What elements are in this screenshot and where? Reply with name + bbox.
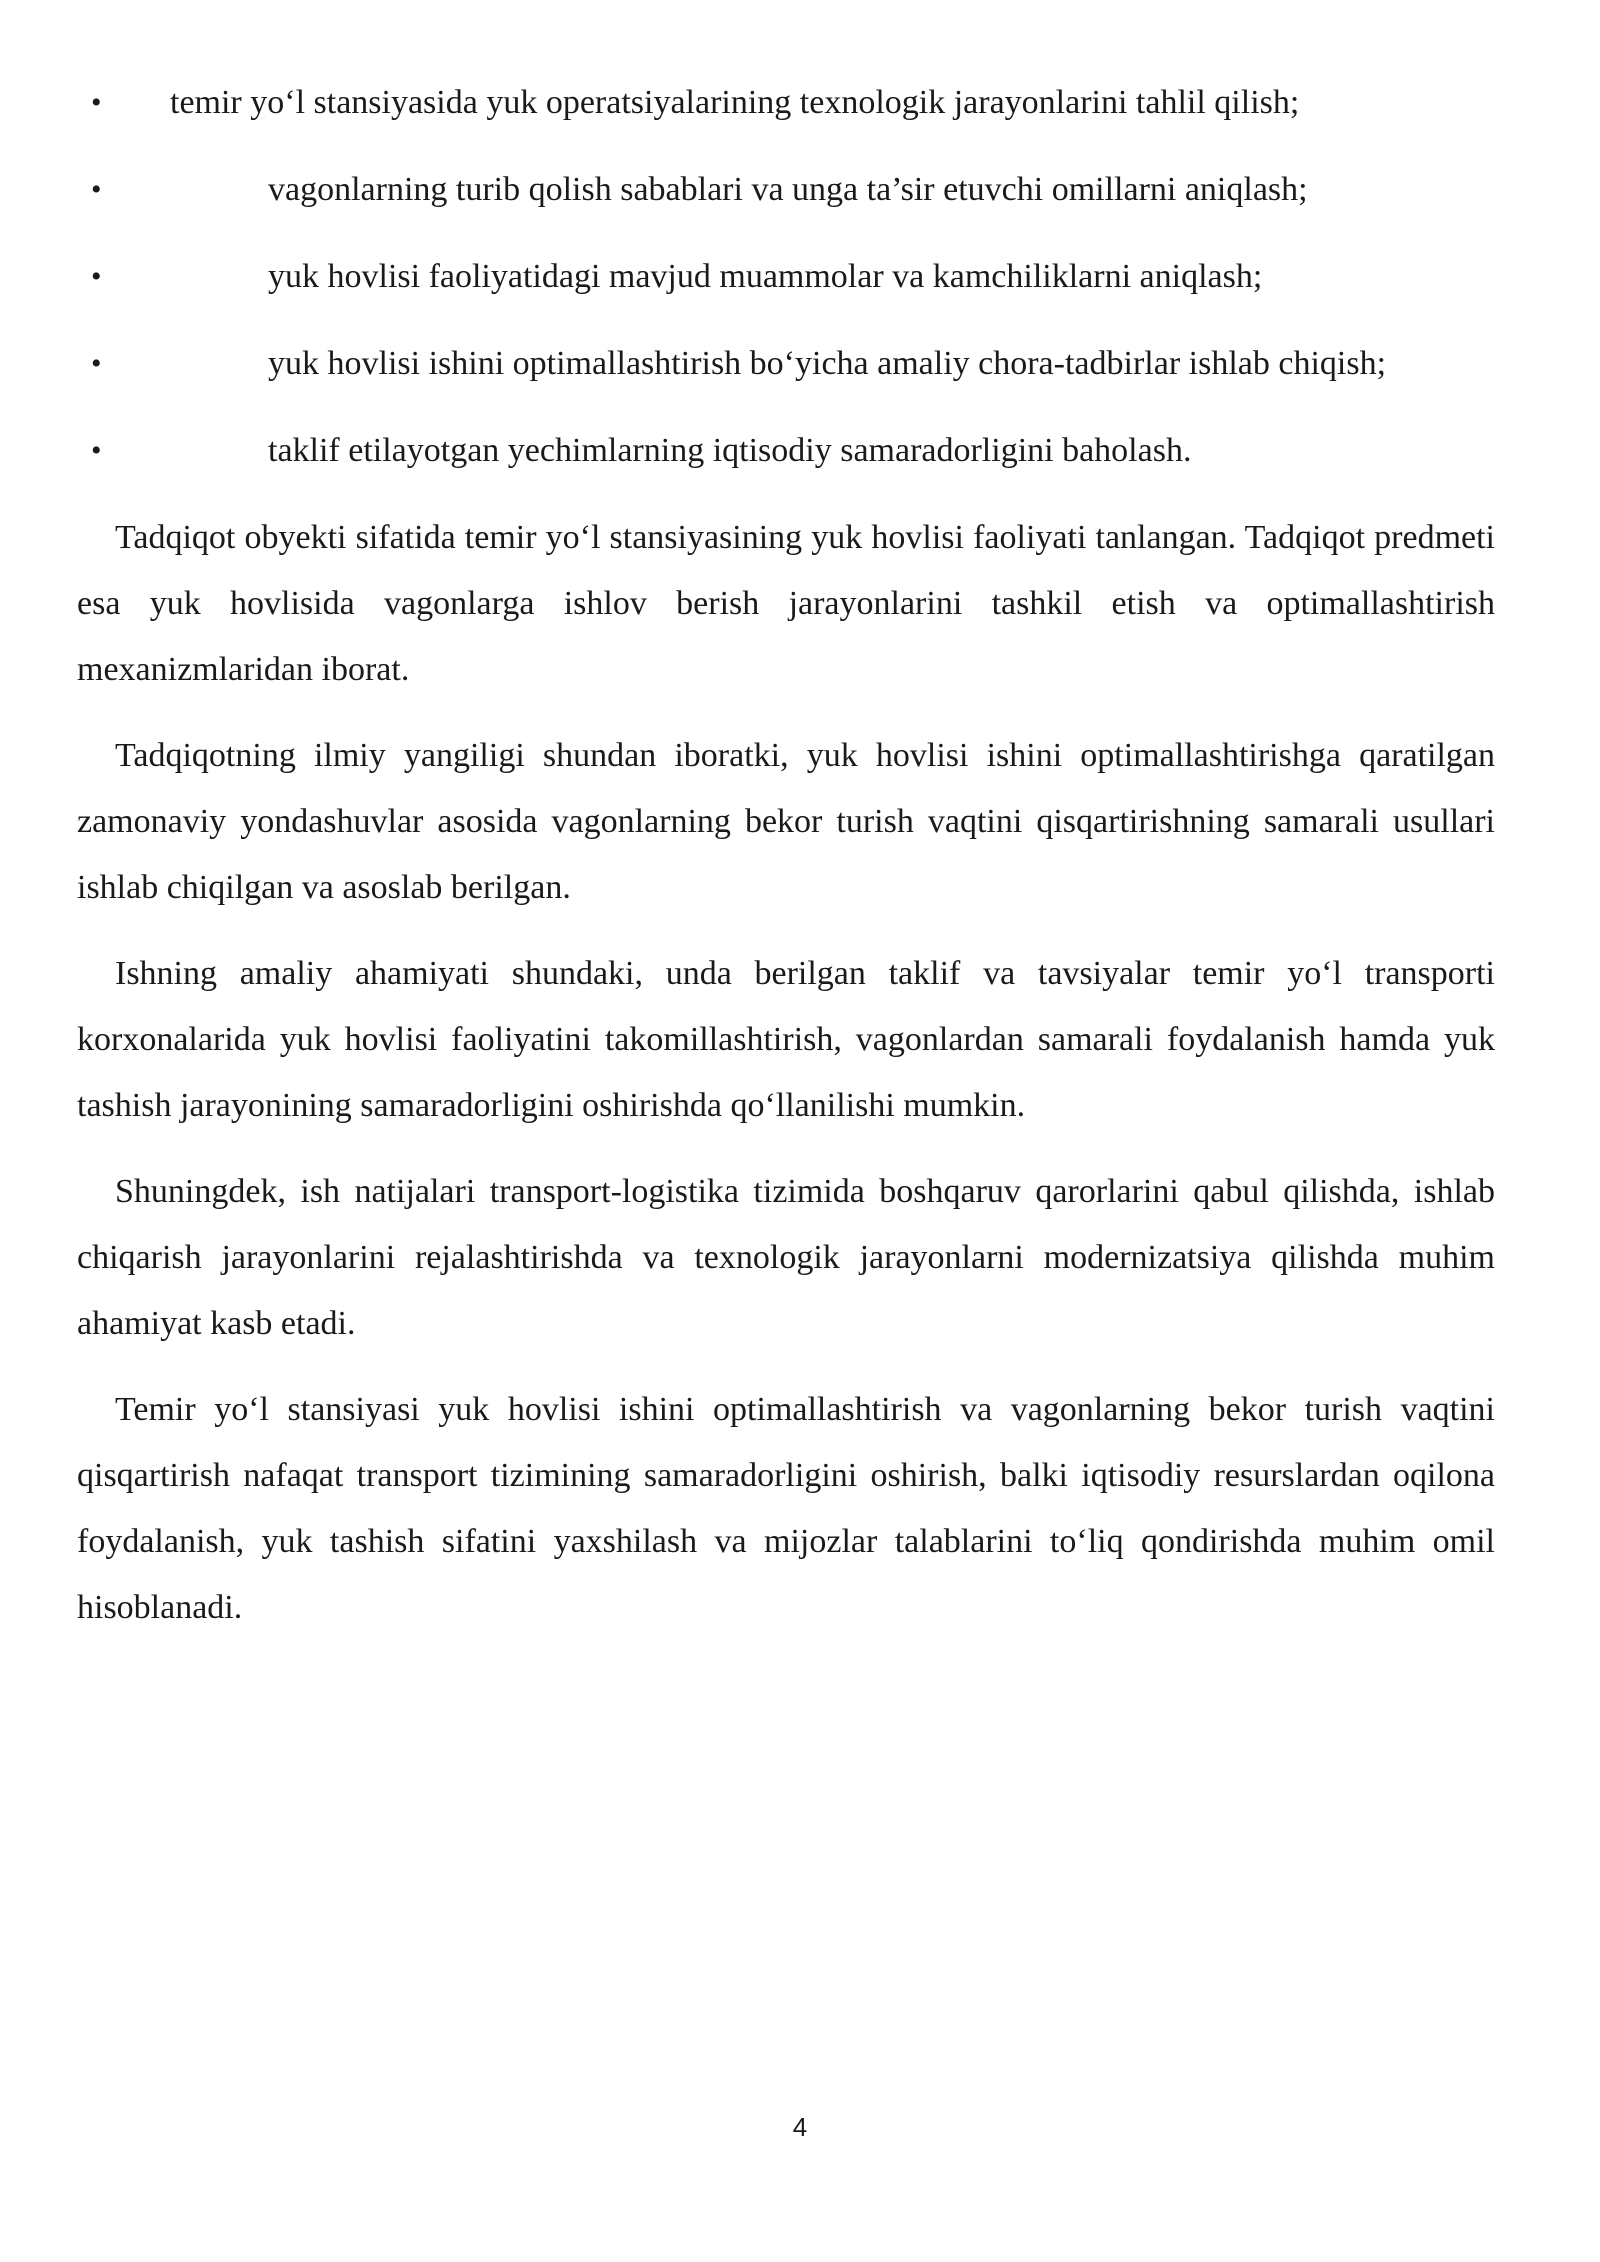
list-item bbox=[0, 418, 1495, 484]
list-item bbox=[0, 331, 1495, 397]
page-number: 4 bbox=[792, 2112, 808, 2142]
list-item-text: vagonlarning turib qolish sabablari va unga ta’sir etuvchi omillarni aniqlash; bbox=[268, 171, 1308, 208]
paragraph-conclusion: Temir yo‘l stansiyasi yuk hovlisi ishini optimallashtirish va vagonlarning bekor turish vaqtini qisqartirish nafaqat transport tizimining samaradorligini oshirish, balki iqtisodiy resurslardan oqilona foydalanish, yuk tashish sifatini yaxshilash va mijozlar talablarini to‘liq qondirishda muhim omil hisoblanadi. bbox=[77, 1391, 1495, 1626]
list-item bbox=[0, 244, 1495, 310]
list-item bbox=[0, 70, 1495, 136]
paragraph-results-application: Shuningdek, ish natijalari transport-logistika tizimida boshqaruv qarorlarini qabul qilishda, ishlab chiqarish jarayonlarini rejalashtirishda va texnologik jarayonlarni modernizatsiya qilishda muhim ahamiyat kasb etadi. bbox=[77, 1173, 1495, 1342]
list-item-text: yuk hovlisi ishini optimallashtirish bo‘yicha amaliy chora-tadbirlar ishlab chiqish; bbox=[268, 345, 1387, 382]
bullet-icon: • bbox=[91, 173, 102, 206]
list-item-text: yuk hovlisi faoliyatidagi mavjud muammolar va kamchiliklarni aniqlash; bbox=[268, 258, 1263, 295]
paragraph-research-object: Tadqiqot obyekti sifatida temir yo‘l stansiyasining yuk hovlisi faoliyati tanlangan. Tadqiqot predmeti esa yuk hovlisida vagonlarga ishlov berish jarayonlarini tashkil etish va optimallashtirish mexanizmlaridan iborat. bbox=[77, 519, 1495, 688]
bullet-icon: • bbox=[91, 434, 102, 467]
list-item-text: taklif etilayotgan yechimlarning iqtisodiy samaradorligini baholash. bbox=[268, 432, 1192, 469]
list-item-text: temir yo‘l stansiyasida yuk operatsiyalarining texnologik jarayonlarini tahlil qilish; bbox=[170, 84, 1300, 121]
bullet-icon: • bbox=[91, 347, 102, 380]
page-content bbox=[77, 70, 1495, 1661]
bullet-icon: • bbox=[91, 86, 102, 119]
objectives-list bbox=[77, 70, 1495, 484]
paragraph-scientific-novelty: Tadqiqotning ilmiy yangiligi shundan iboratki, yuk hovlisi ishini optimallashtirishga qaratilgan zamonaviy yondashuvlar asosida vagonlarning bekor turish vaqtini qisqartirishning samarali usullari ishlab chiqilgan va asoslab berilgan. bbox=[77, 737, 1495, 906]
list-item bbox=[0, 157, 1495, 223]
paragraph-practical-significance: Ishning amaliy ahamiyati shundaki, unda berilgan taklif va tavsiyalar temir yo‘l transporti korxonalarida yuk hovlisi faoliyatini takomillashtirish, vagonlardan samarali foydalanish hamda yuk tashish jarayonining samaradorligini oshirishda qo‘llanilishi mumkin. bbox=[77, 955, 1495, 1124]
bullet-icon: • bbox=[91, 260, 102, 293]
